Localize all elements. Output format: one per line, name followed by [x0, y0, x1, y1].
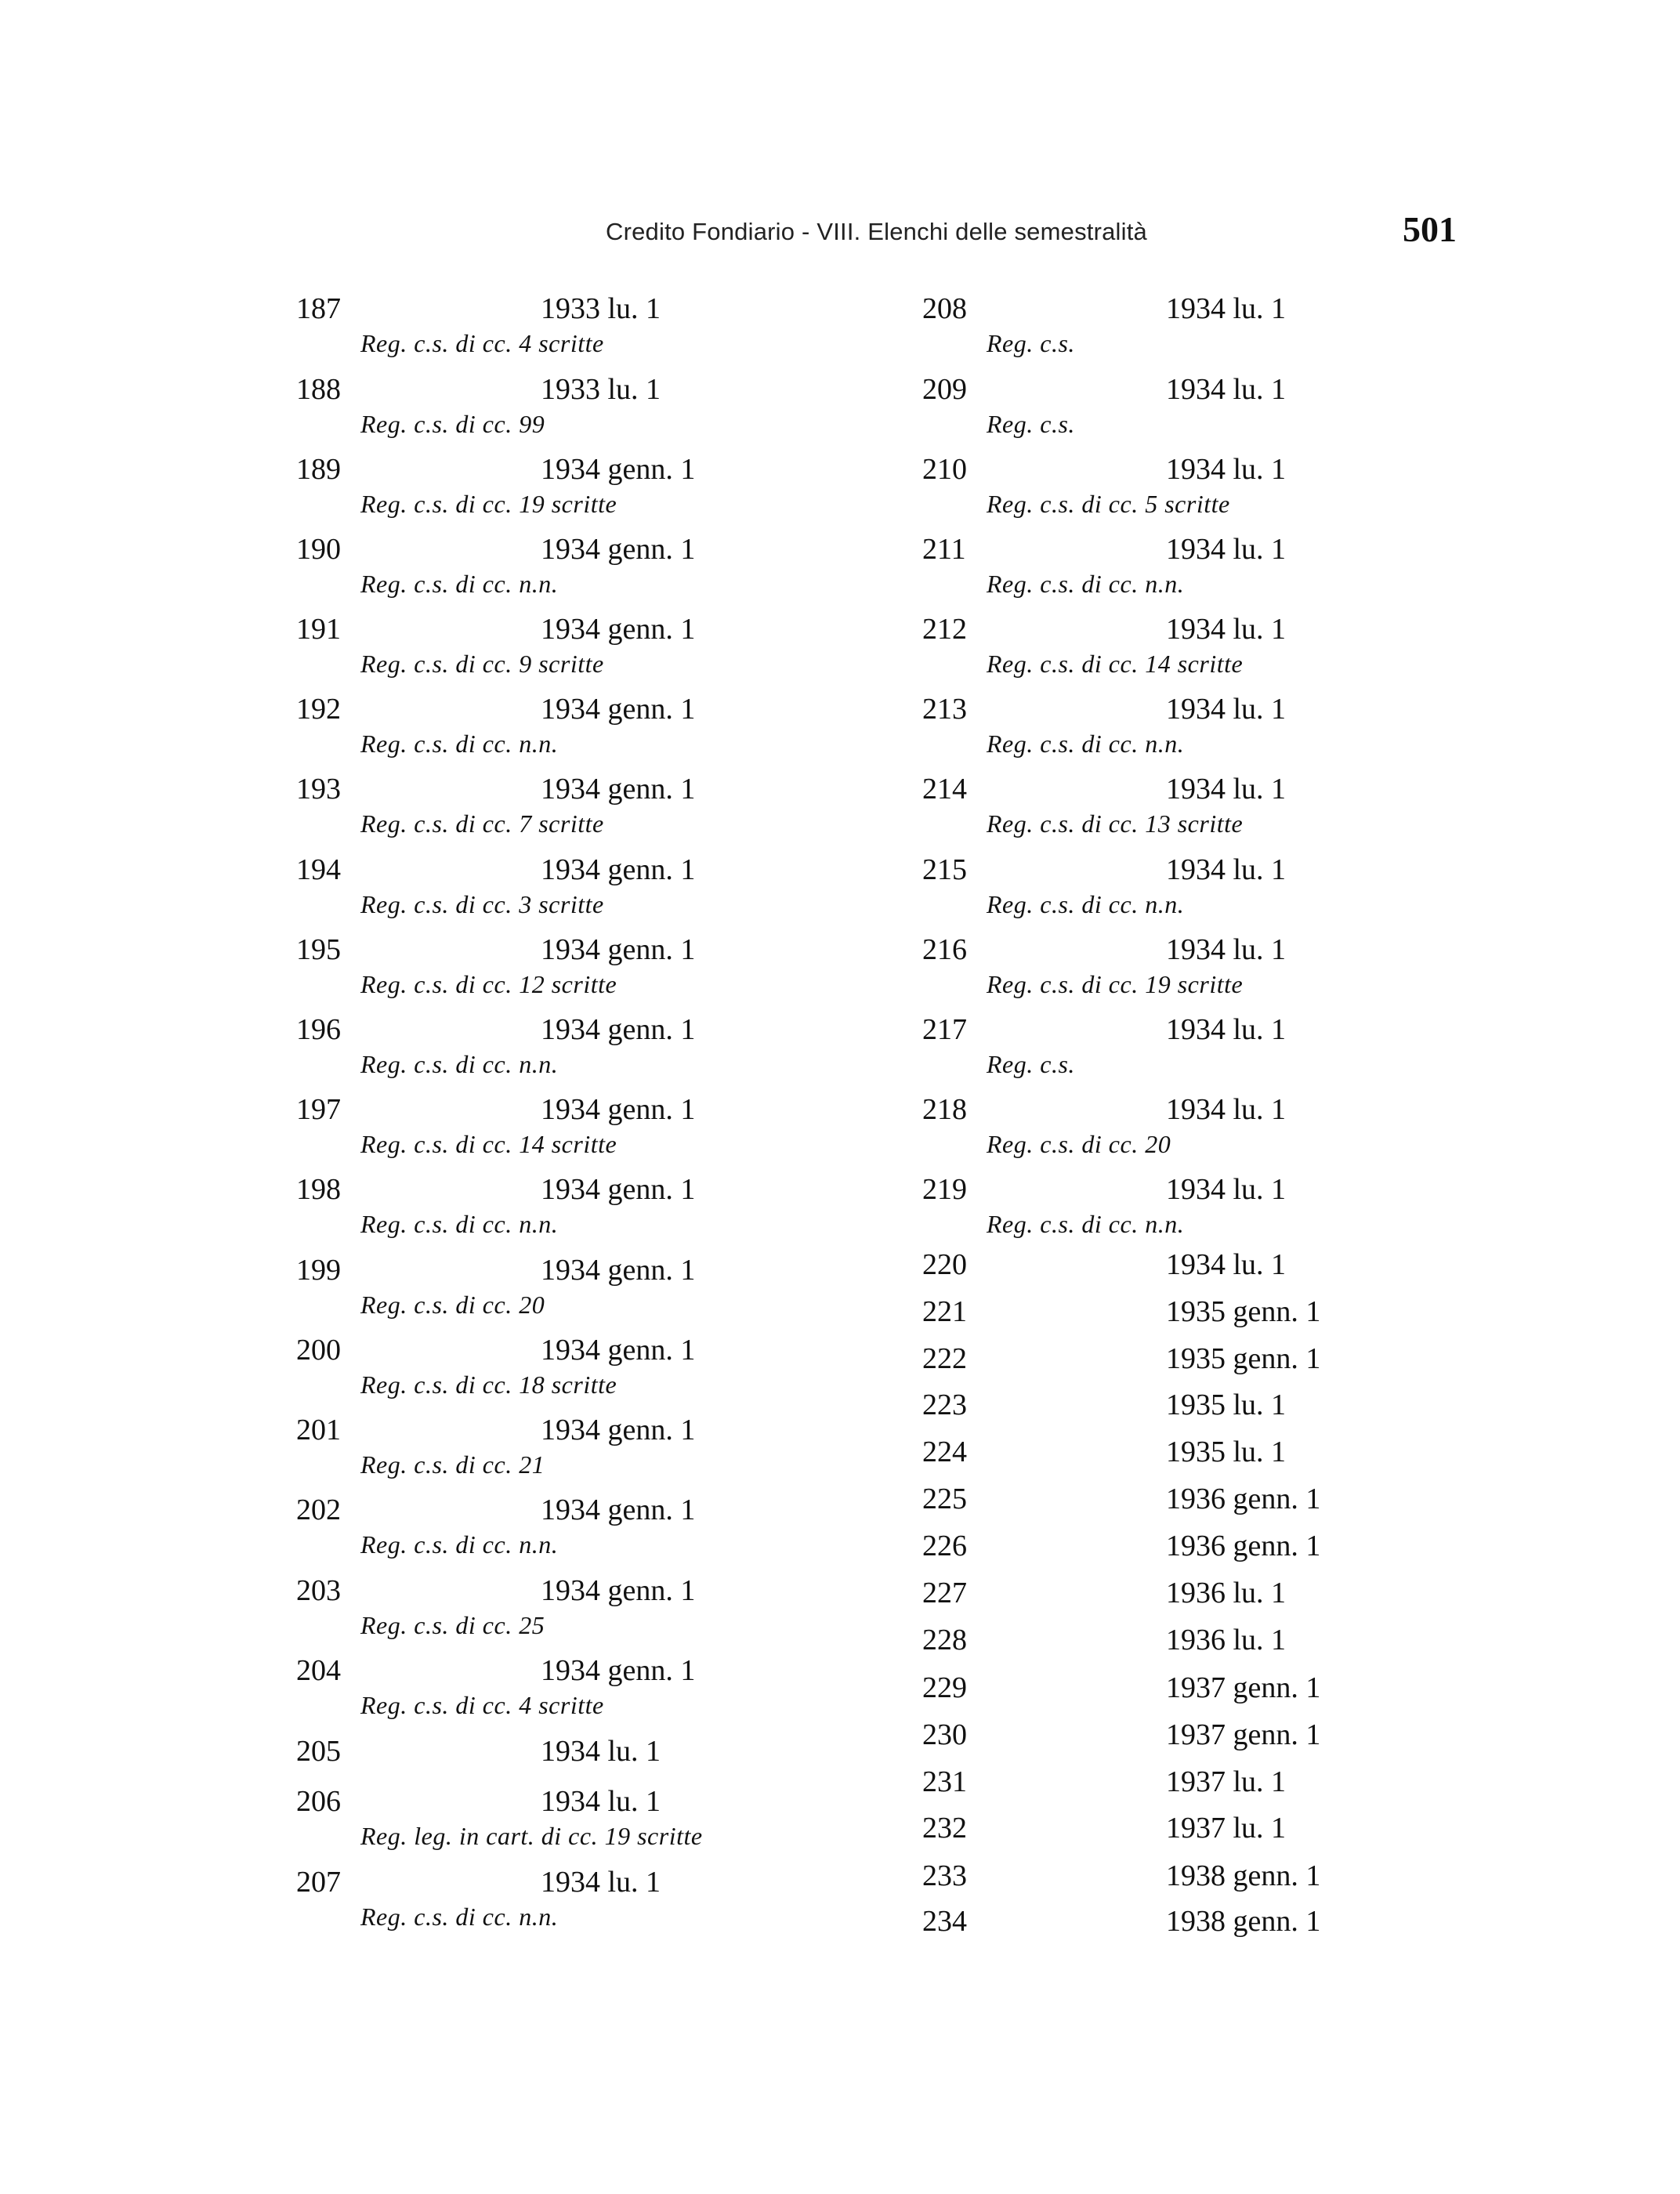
entry-description: Reg. c.s. di cc. n.n.: [360, 730, 559, 758]
entry-description: Reg. c.s. di cc. 5 scritte: [987, 490, 1230, 518]
entry-date: 1934 genn. 1: [541, 1254, 696, 1287]
entry-description: Reg. c.s.: [987, 1050, 1075, 1078]
entry-description: Reg. c.s. di cc. 13 scritte: [987, 809, 1244, 838]
entry-date: 1937 genn. 1: [1166, 1718, 1321, 1751]
entry-date: 1934 lu. 1: [1166, 533, 1287, 566]
entry-date: 1934 genn. 1: [541, 613, 696, 646]
entry-date: 1935 lu. 1: [1166, 1436, 1287, 1468]
entry-description: Reg. c.s. di cc. 4 scritte: [360, 1691, 604, 1719]
entry-date: 1934 genn. 1: [541, 453, 696, 486]
entry-date: 1935 lu. 1: [1166, 1388, 1287, 1421]
entry-date: 1934 genn. 1: [541, 1654, 696, 1687]
entry-number: 201: [296, 1414, 341, 1446]
entry-date: 1936 genn. 1: [1166, 1483, 1321, 1515]
entry-date: 1934 genn. 1: [541, 1493, 696, 1526]
entry-number: 192: [296, 693, 341, 726]
entry-number: 209: [922, 373, 967, 406]
entry-number: 216: [922, 933, 967, 966]
entry-date: 1938 genn. 1: [1166, 1859, 1321, 1892]
entry-date: 1936 genn. 1: [1166, 1530, 1321, 1562]
entry-number: 188: [296, 373, 341, 406]
entry-date: 1937 genn. 1: [1166, 1671, 1321, 1704]
entry-number: 226: [922, 1530, 967, 1562]
entry-number: 210: [922, 453, 967, 486]
entry-number: 196: [296, 1013, 341, 1046]
entry-number: 219: [922, 1173, 967, 1206]
entry-number: 234: [922, 1905, 967, 1938]
entry-date: 1934 genn. 1: [541, 1173, 696, 1206]
entry-date: 1933 lu. 1: [541, 373, 661, 406]
entry-number: 212: [922, 613, 967, 646]
entry-description: Reg. c.s. di cc. n.n.: [360, 1210, 559, 1238]
entry-date: 1937 lu. 1: [1166, 1812, 1287, 1845]
entry-date: 1934 lu. 1: [1166, 933, 1287, 966]
entry-date: 1934 genn. 1: [541, 1093, 696, 1126]
entry-number: 218: [922, 1093, 967, 1126]
entry-date: 1935 genn. 1: [1166, 1342, 1321, 1375]
entry-date: 1934 lu. 1: [1166, 693, 1287, 726]
entry-number: 217: [922, 1013, 967, 1046]
entry-number: 233: [922, 1859, 967, 1892]
entry-description: Reg. c.s. di cc. 20: [987, 1130, 1171, 1158]
entry-number: 227: [922, 1577, 967, 1609]
entry-description: Reg. c.s. di cc. 14 scritte: [987, 650, 1244, 678]
entry-date: 1934 lu. 1: [1166, 613, 1287, 646]
running-header: Credito Fondiario - VIII. Elenchi delle semestralità: [606, 218, 1147, 245]
entry-description: Reg. c.s. di cc. n.n.: [360, 1050, 559, 1078]
entry-date: 1934 genn. 1: [541, 773, 696, 806]
entry-date: 1934 lu. 1: [1166, 373, 1287, 406]
entry-date: 1934 lu. 1: [541, 1785, 661, 1818]
entry-date: 1934 genn. 1: [541, 1414, 696, 1446]
entry-description: Reg. c.s. di cc. 19 scritte: [987, 970, 1244, 998]
entry-number: 197: [296, 1093, 341, 1126]
entry-date: 1934 lu. 1: [541, 1866, 661, 1899]
entry-number: 189: [296, 453, 341, 486]
entry-date: 1934 lu. 1: [1166, 1093, 1287, 1126]
entry-number: 193: [296, 773, 341, 806]
entry-date: 1934 lu. 1: [1166, 1248, 1287, 1281]
entry-date: 1934 lu. 1: [1166, 773, 1287, 806]
entry-date: 1934 genn. 1: [541, 853, 696, 886]
entry-number: 190: [296, 533, 341, 566]
entry-description: Reg. c.s. di cc. 9 scritte: [360, 650, 604, 678]
entry-date: 1936 lu. 1: [1166, 1577, 1287, 1609]
entry-number: 228: [922, 1624, 967, 1656]
entry-date: 1934 lu. 1: [1166, 292, 1287, 325]
entry-date: 1934 genn. 1: [541, 933, 696, 966]
entry-description: Reg. c.s. di cc. 7 scritte: [360, 809, 604, 838]
entry-date: 1936 lu. 1: [1166, 1624, 1287, 1656]
entry-number: 198: [296, 1173, 341, 1206]
entry-number: 203: [296, 1574, 341, 1607]
entry-description: Reg. c.s. di cc. n.n.: [360, 1903, 559, 1931]
entry-description: Reg. c.s. di cc. 12 scritte: [360, 970, 617, 998]
entry-number: 207: [296, 1866, 341, 1899]
entry-date: 1934 lu. 1: [541, 1735, 661, 1768]
entry-number: 230: [922, 1718, 967, 1751]
entry-number: 224: [922, 1436, 967, 1468]
entry-number: 202: [296, 1493, 341, 1526]
entry-number: 206: [296, 1785, 341, 1818]
entry-number: 205: [296, 1735, 341, 1768]
entry-number: 222: [922, 1342, 967, 1375]
entry-number: 220: [922, 1248, 967, 1281]
entry-number: 232: [922, 1812, 967, 1845]
entry-date: 1938 genn. 1: [1166, 1905, 1321, 1938]
entry-number: 229: [922, 1671, 967, 1704]
entry-description: Reg. c.s. di cc. n.n.: [987, 890, 1185, 918]
entry-number: 191: [296, 613, 341, 646]
entry-description: Reg. c.s.: [987, 329, 1075, 357]
entry-description: Reg. c.s. di cc. 21: [360, 1450, 545, 1479]
entry-description: Reg. c.s. di cc. n.n.: [360, 570, 559, 598]
entry-description: Reg. leg. in cart. di cc. 19 scritte: [360, 1822, 703, 1850]
entry-number: 208: [922, 292, 967, 325]
entry-number: 213: [922, 693, 967, 726]
entry-date: 1934 genn. 1: [541, 1013, 696, 1046]
entry-description: Reg. c.s. di cc. n.n.: [987, 570, 1185, 598]
entry-number: 187: [296, 292, 341, 325]
entry-number: 214: [922, 773, 967, 806]
entry-description: Reg. c.s. di cc. 20: [360, 1291, 545, 1319]
entry-number: 204: [296, 1654, 341, 1687]
entry-description: Reg. c.s.: [987, 410, 1075, 438]
entry-number: 199: [296, 1254, 341, 1287]
entry-description: Reg. c.s. di cc. 4 scritte: [360, 329, 604, 357]
entry-description: Reg. c.s. di cc. 18 scritte: [360, 1370, 617, 1399]
entry-description: Reg. c.s. di cc. n.n.: [987, 1210, 1185, 1238]
entry-description: Reg. c.s. di cc. 14 scritte: [360, 1130, 617, 1158]
entry-description: Reg. c.s. di cc. n.n.: [987, 730, 1185, 758]
entry-date: 1934 genn. 1: [541, 693, 696, 726]
entry-number: 211: [922, 533, 966, 566]
entry-date: 1934 lu. 1: [1166, 453, 1287, 486]
page-number: 501: [1403, 209, 1457, 249]
entry-description: Reg. c.s. di cc. 99: [360, 410, 545, 438]
entry-number: 223: [922, 1388, 967, 1421]
entry-date: 1934 lu. 1: [1166, 853, 1287, 886]
entry-date: 1937 lu. 1: [1166, 1765, 1287, 1798]
entry-number: 200: [296, 1334, 341, 1367]
entry-description: Reg. c.s. di cc. n.n.: [360, 1530, 559, 1559]
entry-number: 215: [922, 853, 967, 886]
entry-date: 1933 lu. 1: [541, 292, 661, 325]
entry-description: Reg. c.s. di cc. 3 scritte: [360, 890, 604, 918]
entry-description: Reg. c.s. di cc. 25: [360, 1611, 545, 1639]
entry-number: 231: [922, 1765, 967, 1798]
entry-number: 194: [296, 853, 341, 886]
entry-date: 1935 genn. 1: [1166, 1295, 1321, 1328]
entry-date: 1934 genn. 1: [541, 1574, 696, 1607]
entry-date: 1934 genn. 1: [541, 1334, 696, 1367]
entry-number: 221: [922, 1295, 967, 1328]
entry-description: Reg. c.s. di cc. 19 scritte: [360, 490, 617, 518]
entry-number: 225: [922, 1483, 967, 1515]
entry-number: 195: [296, 933, 341, 966]
entry-date: 1934 genn. 1: [541, 533, 696, 566]
entry-date: 1934 lu. 1: [1166, 1013, 1287, 1046]
entry-date: 1934 lu. 1: [1166, 1173, 1287, 1206]
